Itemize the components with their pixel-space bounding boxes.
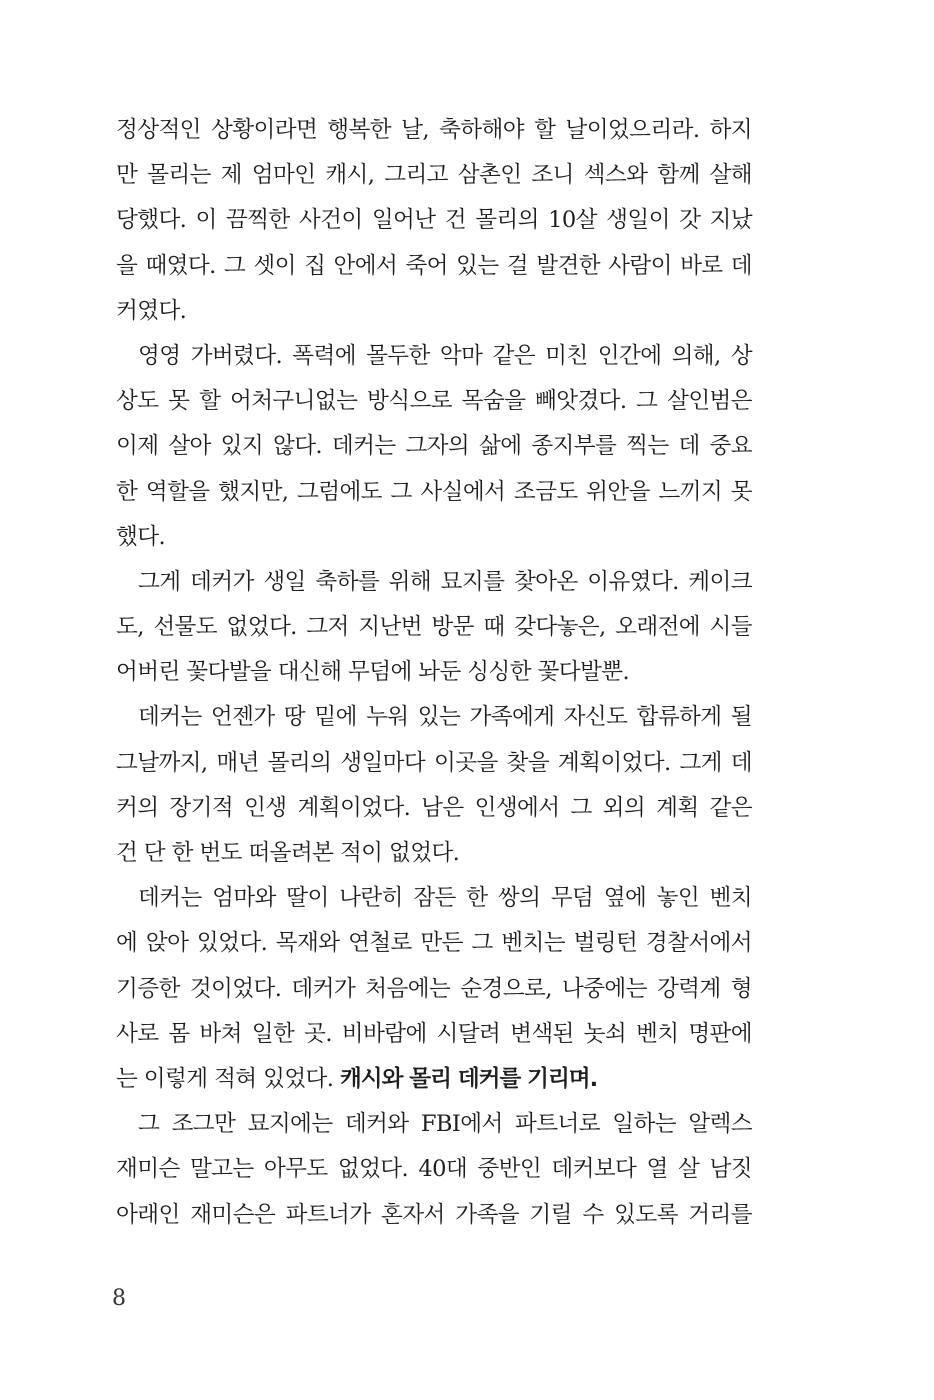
paragraph	[116, 1102, 752, 1238]
text-line: 데커는 언젠가 땅 밑에 누워 있는 가족에게 자신도 합류하게 될	[138, 704, 752, 731]
plaque-inscription: 캐시와 몰리 데커를 기리며.	[339, 1065, 598, 1092]
paragraph	[116, 876, 752, 1102]
text-line: 기증한 것이었다. 데커가 처음에는 순경으로, 나중에는 강력계 형	[116, 975, 752, 1002]
paragraph	[116, 695, 752, 876]
text-line: 어버린 꽃다발을 대신해 무덤에 놔둔 싱싱한 꽃다발뿐.	[116, 659, 630, 686]
text-line: 그게 데커가 생일 축하를 위해 묘지를 찾아온 이유였다. 케이크	[138, 568, 752, 595]
text-line: 한 역할을 했지만, 그럼에도 그 사실에서 조금도 위안을 느끼지 못	[116, 478, 752, 505]
text-line: 그날까지, 매년 몰리의 생일마다 이곳을 찾을 계획이었다. 그게 데	[116, 749, 752, 776]
text-line: 이제 살아 있지 않다. 데커는 그자의 삶에 종지부를 찍는 데 중요	[116, 433, 752, 460]
text-line: 아래인 재미슨은 파트너가 혼자서 가족을 기릴 수 있도록 거리를	[116, 1201, 752, 1228]
text-line: 정상적인 상황이라면 행복한 날, 축하해야 할 날이었으리라. 하지	[116, 117, 752, 143]
text-line: 했다.	[116, 523, 166, 550]
text-line: 건 단 한 번도 떠올려본 적이 없었다.	[116, 840, 460, 866]
text-line: 만 몰리는 제 엄마인 캐시, 그리고 삼촌인 조니 섹스와 함께 살해	[116, 162, 752, 189]
text-line: 도, 선물도 없었다. 그저 지난번 방문 때 갖다놓은, 오래전에 시들	[116, 614, 752, 641]
text-line: 사로 몸 바쳐 일한 곳. 비바람에 시달려 변색된 놋쇠 벤치 명판에	[116, 1020, 752, 1047]
book-page-body	[116, 108, 752, 1238]
text-line: 재미슨 말고는 아무도 없었다. 40대 중반인 데커보다 열 살 남짓	[116, 1156, 752, 1183]
text-line: 커의 장기적 인생 계획이었다. 남은 인생에서 그 외의 계획 같은	[116, 794, 752, 821]
text-segment: 는 이렇게 적혀 있었다.	[116, 1065, 340, 1092]
text-line: 을 때였다. 그 셋이 집 안에서 죽어 있는 걸 발견한 사람이 바로 데	[116, 252, 752, 279]
text-line: 에 앉아 있었다. 목재와 연철로 만든 그 벤치는 벌링턴 경찰서에서	[116, 930, 752, 957]
paragraph	[116, 560, 752, 696]
page-number: 8	[112, 1286, 126, 1311]
text-line: 영영 가버렸다. 폭력에 몰두한 악마 같은 미친 인간에 의해, 상	[138, 342, 752, 369]
text-line: 커였다.	[116, 297, 187, 324]
paragraph	[116, 108, 752, 334]
text-line: 당했다. 이 끔찍한 사건이 일어난 건 몰리의 10살 생일이 갓 지났	[116, 207, 752, 234]
text-line: 상도 못 할 어처구니없는 방식으로 목숨을 빼앗겼다. 그 살인범은	[116, 388, 752, 415]
text-line	[116, 1057, 752, 1102]
paragraph	[116, 334, 752, 560]
text-line: 그 조그만 묘지에는 데커와 FBI에서 파트너로 일하는 알렉스	[138, 1111, 752, 1138]
text-line: 데커는 엄마와 딸이 나란히 잠든 한 쌍의 무덤 옆에 놓인 벤치	[138, 885, 752, 912]
